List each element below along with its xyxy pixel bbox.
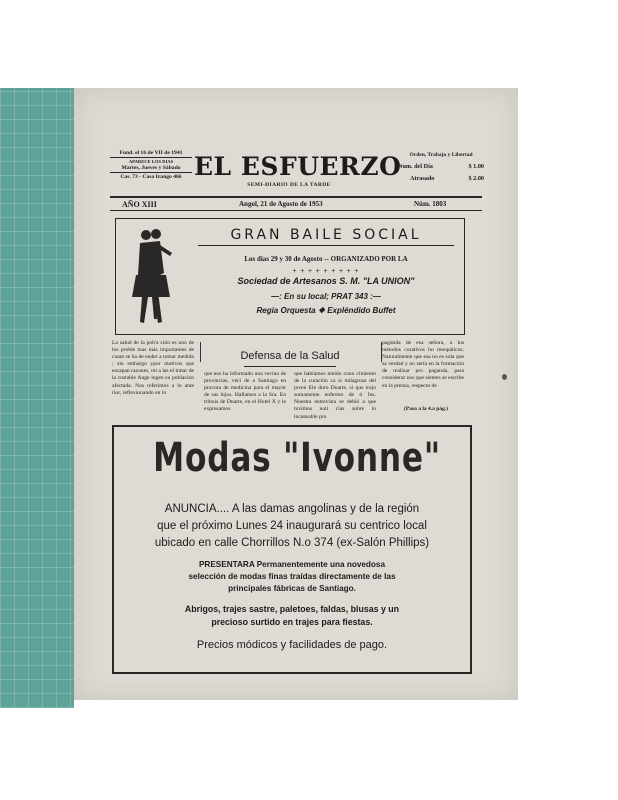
dance-title: GRAN BAILE SOCIAL (198, 227, 454, 246)
days-line: Martes, Jueves y Sábado (121, 165, 181, 172)
price-today (398, 163, 484, 170)
dancing-couple-icon (126, 227, 178, 332)
presentation-line-2: selección de modas finas traídas directamente de las (188, 572, 396, 581)
masthead-rule-bottom (110, 210, 482, 211)
fashion-brand: Modas "Ivonne" (153, 435, 441, 481)
date-label: Angol, 21 de Agosto de 1953 (239, 200, 323, 208)
newspaper-subtitle: SEMI-DIARIO DE LA TARDE (247, 182, 331, 188)
items-line-1: Abrigos, trajes sastre, paletoes, faldas, blusas y un (184, 604, 400, 614)
article-column-1: La salud de la pob'a ción es uno de los proble mas más importantes de cuant se ha de ender a tomar medida ; sin embargo ypor motivos que escapan razones, mi a las el tratar de la costable Ange ingen su población afectada. Nos referimos a lo ante rior, reflexionando en lo (112, 340, 194, 396)
price-today-value: $ 1.00 (468, 163, 484, 170)
article-title-rule (244, 366, 336, 367)
price-today-label: Num. del Día (398, 163, 433, 170)
fashion-prices: Precios módicos y facilidades de pago. (196, 639, 388, 651)
article-column-2: que nos ha informado una vecino de provincias, vecí de a Santiago en procura de medicina para el mayor de sus hijos. Hallamos a la Sra. En tribuis de Duarte, en el Hotel X y le expresamos (204, 371, 286, 413)
dance-separator: + + + + + + + + + (292, 267, 360, 275)
founded-line: Fund. el 16 de VII de 1941 (119, 150, 183, 156)
announcement-line-2: que el próximo Lunes 24 inaugurará su centrico local (157, 520, 427, 532)
fashion-presentation (128, 559, 456, 595)
article-column-3: que habíamos tenido cono cimiento de la curación ca si milagrosa del joven Ele doro Duarte, si que trajo sumamente enfermo de ti fus. Nuestra entrevista se debió a que tuvimos noti cias sobre lo incansable pro (294, 371, 376, 420)
address-line: Cas. 73 - Casa Irango 466 (120, 174, 182, 181)
scanner-background (0, 88, 74, 708)
motto: Orden, Trabajo y Libertad (409, 152, 473, 158)
article-column-4: paganda de esa señora, a los métodos curativos ho meopáticos. Naturalmente que esa no es sola que sa verdad y no sería en la formación de realizar pro paganda, para considerar nos que sientes se escribe en la prensa, respecto de (382, 340, 464, 389)
dance-venue: —: En su local; PRAT 343 :— (271, 292, 381, 301)
price-back-value: $ 2.00 (468, 175, 484, 182)
fashion-announcement (114, 501, 470, 552)
price-back-label: Atrasado (410, 175, 435, 182)
dance-extras: Regia Orquesta ❖ Expléndido Buffet (256, 306, 396, 315)
article-title: Defensa de la Salud (240, 350, 340, 362)
masthead-rule-top (110, 196, 482, 198)
fashion-ad (112, 425, 472, 674)
dance-society: Sociedad de Artesanos S. M. "LA UNION" (237, 276, 415, 286)
year-label: AÑO XIII (122, 200, 157, 209)
newspaper-title: EL ESFUERZO (194, 152, 402, 181)
page-spot (502, 374, 507, 380)
dance-ad (115, 218, 465, 335)
announcement-line-3: ubicado en calle Chorrillos N.o 374 (ex-Salón Phillips) (154, 537, 430, 549)
dance-dates: Los días 29 y 30 de Agosto -- ORGANIZADO POR LA (244, 255, 408, 263)
masthead-info (110, 150, 192, 180)
continued-note: (Pasa a la 4.a pág.) (404, 406, 448, 412)
price-box (398, 152, 484, 182)
items-line-2: precioso surtido en trajes para fiestas. (211, 617, 373, 627)
announcement-line-1: ANUNCIA.... A las damas angolinas y de la región (164, 503, 420, 515)
presentation-line-3: principales fábricas de Santiago. (228, 584, 356, 593)
issue-number: Núm. 1803 (414, 200, 447, 208)
fashion-items (128, 603, 456, 629)
price-back (398, 175, 484, 182)
appears-line: APARECE LOS DIAS (128, 159, 174, 164)
presentation-line-1: PRESENTARA Permanentemente una novedosa (198, 560, 386, 569)
newspaper-page (74, 88, 518, 700)
